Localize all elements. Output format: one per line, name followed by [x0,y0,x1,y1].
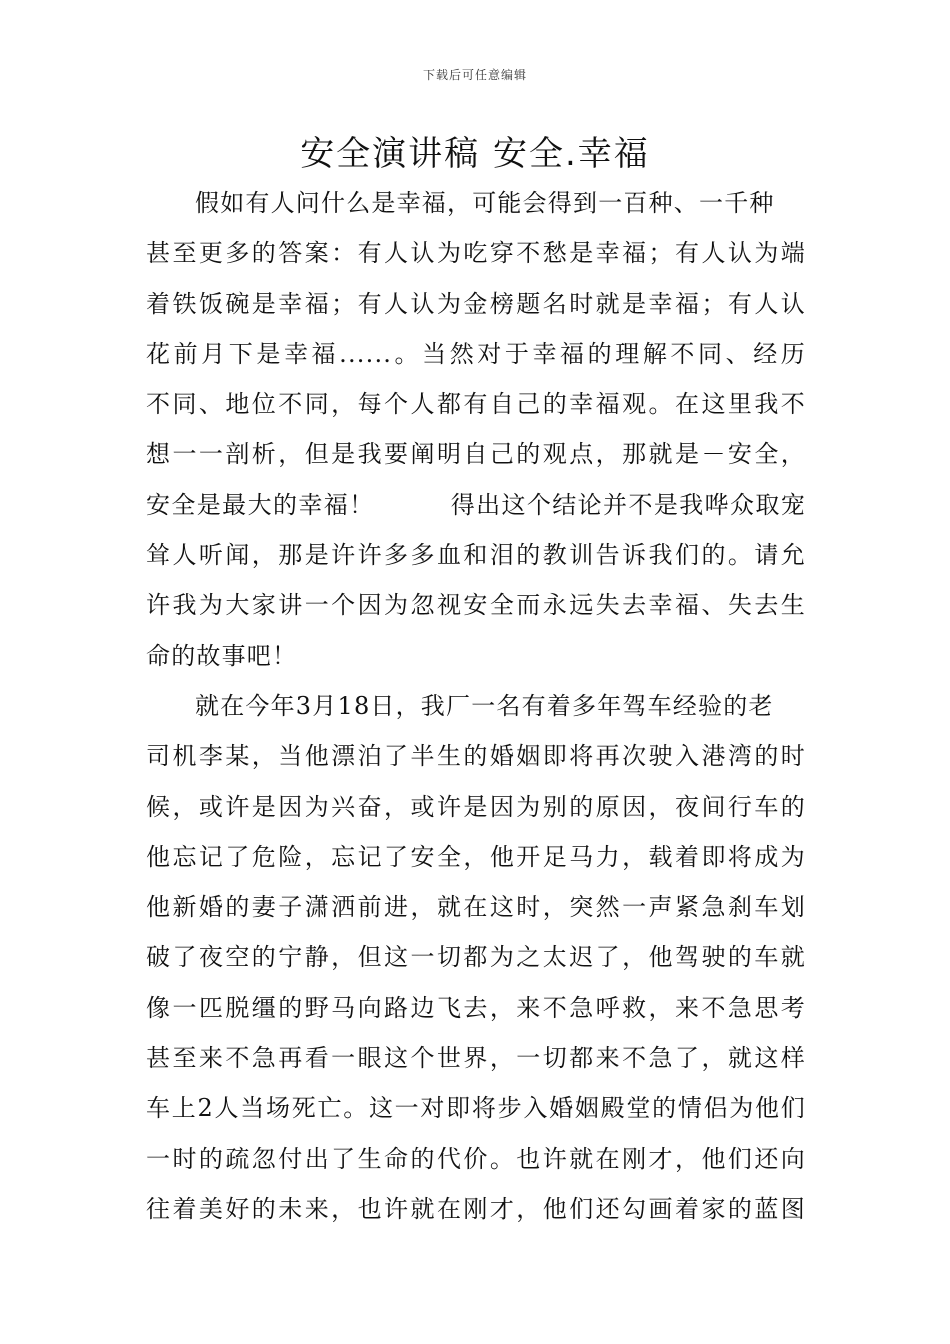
paragraph-line: 破了夜空的宁静，但这一切都为之太迟了，他驾驶的车就 [146,943,806,972]
paragraph-line: 耸人听闻，那是许许多多血和泪的教训告诉我们的。请允 [146,541,806,570]
paragraph-line: 司机李某，当他漂泊了半生的婚姻即将再次驶入港湾的时 [146,742,806,771]
paragraph-line: 像一匹脱缰的野马向路边飞去，来不急呼救，来不急思考 [146,993,806,1022]
paragraph-line: 甚至来不急再看一眼这个世界，一切都来不急了，就这样 [146,1044,806,1073]
paragraph-line: 假如有人问什么是幸福，可能会得到一百种、一千种 [195,189,775,217]
paragraph-line: 候，或许是因为兴奋，或许是因为别的原因，夜间行车的 [146,792,806,821]
paragraph-line: 他新婚的妻子潇洒前进，就在这时，突然一声紧急刹车划 [146,893,806,922]
paragraph-line: 甚至更多的答案：有人认为吃穿不愁是幸福；有人认为端 [146,239,806,268]
paragraph-line: 着铁饭碗是幸福；有人认为金榜题名时就是幸福；有人认 [146,289,806,318]
paragraph-line: 许我为大家讲一个因为忽视安全而永远失去幸福、失去生 [146,591,806,620]
header-note: 下载后可任意编辑 [422,68,527,82]
paragraph-line: 他忘记了危险，忘记了安全，他开足马力，载着即将成为 [146,842,806,871]
paragraph-line: 就在今年3月18日，我厂一名有着多年驾车经验的老 [195,691,774,720]
document-body [146,178,806,1234]
paragraph-line: 命的故事吧！ [146,641,298,670]
page-title: 安全演讲稿 安全.幸福 [300,134,650,174]
paragraph-line: 车上2人当场死亡。这一对即将步入婚姻殿堂的情侣为他们 [146,1094,806,1123]
paragraph-line: 想一一剖析，但是我要阐明自己的观点，那就是－安全， [146,440,806,469]
paragraph-line: 花前月下是幸福......。当然对于幸福的理解不同、经历 [146,339,806,368]
paragraph-line: 安全是最大的幸福！ 得出这个结论并不是我哗众取宠 [146,490,806,519]
paragraph-line: 不同、地位不同，每个人都有自己的幸福观。在这里我不 [146,390,806,419]
paragraph-line: 往着美好的未来，也许就在刚才，他们还勾画着家的蓝图 [146,1194,806,1223]
paragraph-line: 一时的疏忽付出了生命的代价。也许就在刚才，他们还向 [146,1144,806,1173]
